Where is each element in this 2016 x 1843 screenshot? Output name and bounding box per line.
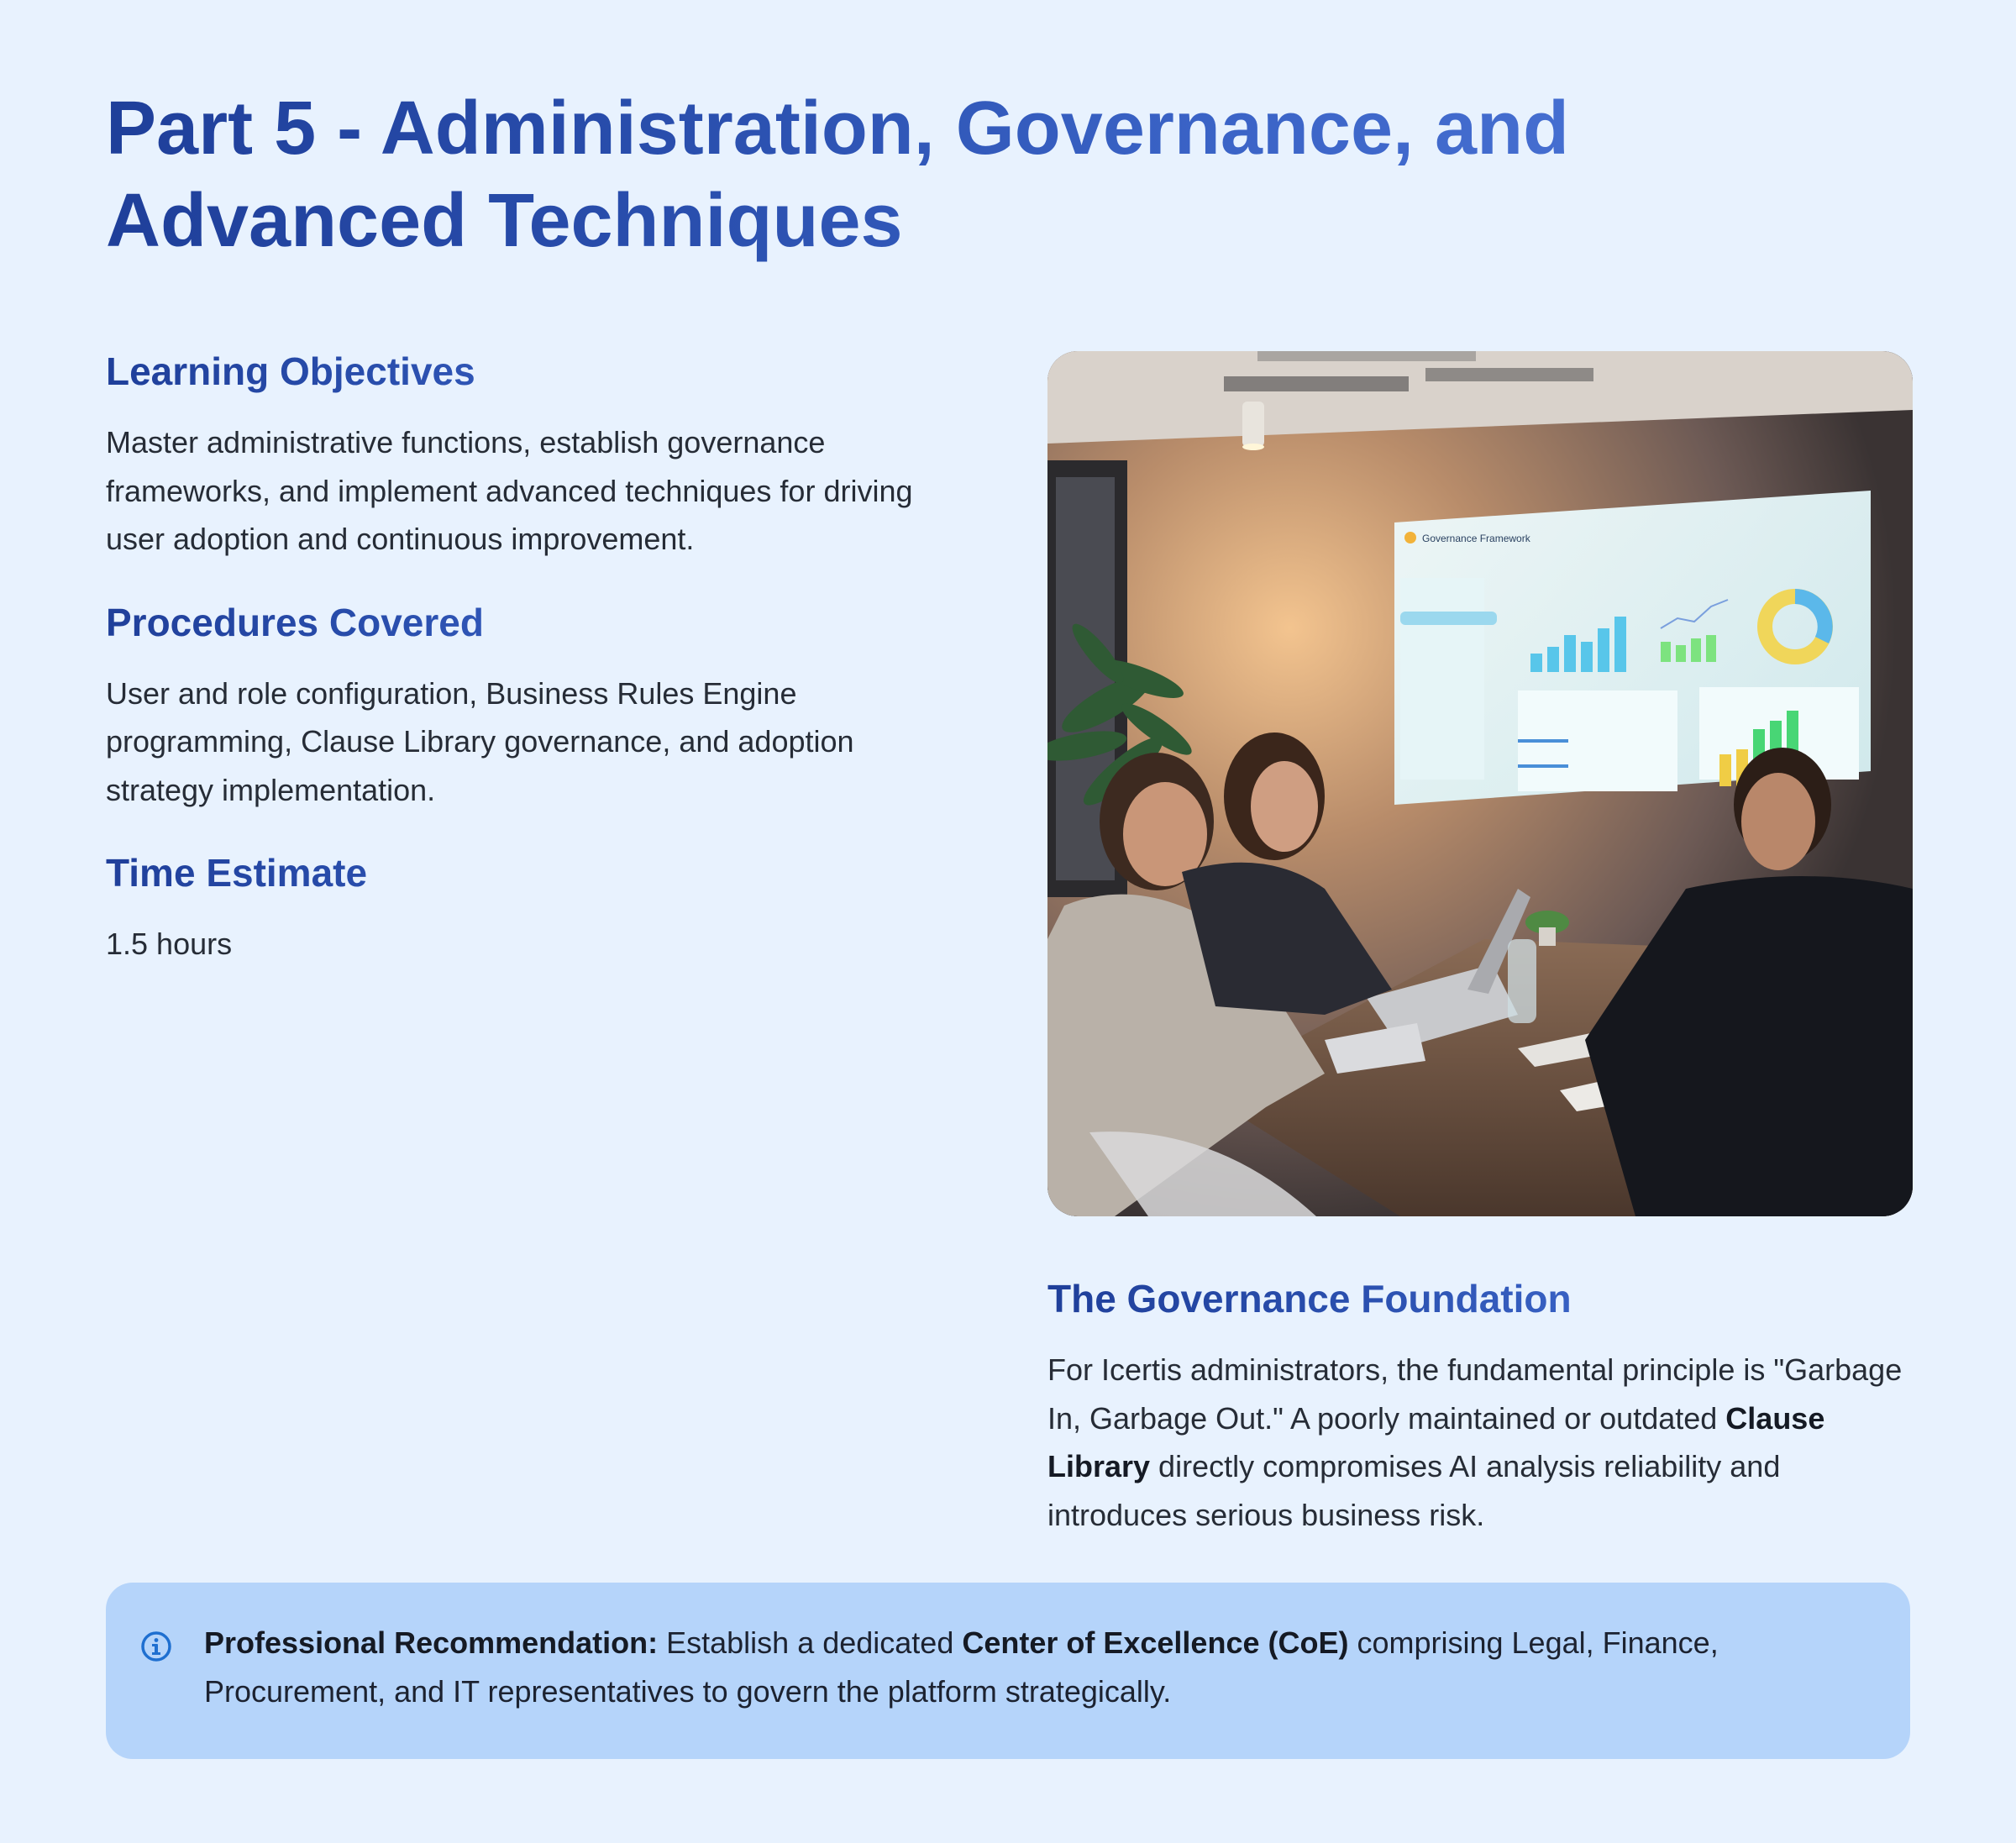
governance-text-part-2: directly compromises AI analysis reliability and introduces serious business risk. <box>1047 1449 1781 1532</box>
learning-objectives-heading: Learning Objectives <box>106 343 946 400</box>
right-column <box>1047 351 1913 1539</box>
screen-title: Governance Framework <box>1422 533 1530 544</box>
page-title-line-2: Advanced Techniques <box>106 179 903 263</box>
left-column <box>106 343 946 999</box>
meeting-room-illustration <box>1047 351 1913 1216</box>
procedures-covered-text: User and role configuration, Business Rules Engine programming, Clause Library governance, and adoption strategy implementation. <box>106 675 854 807</box>
recommendation-text-part-1: Establish a dedicated <box>658 1625 963 1660</box>
page-title <box>106 82 1786 267</box>
time-estimate-text: 1.5 hours <box>106 927 233 961</box>
recommendation-callout <box>106 1583 1910 1759</box>
clause-library-term: Clause Library <box>1047 1400 1825 1483</box>
procedures-covered-section <box>106 594 946 815</box>
recommendation-text-part-2: comprising Legal, Finance, Procurement, and IT representatives to govern the platform strategically. <box>204 1625 1719 1709</box>
time-estimate-section <box>106 844 946 969</box>
recommendation-text <box>204 1619 1851 1715</box>
procedures-covered-heading: Procedures Covered <box>106 594 946 651</box>
coe-term: Center of Excellence (CoE) <box>962 1625 1349 1660</box>
page-title-line-1: Part 5 - Administration, Governance, and <box>106 87 1570 171</box>
governance-foundation-text <box>1047 1346 1913 1539</box>
learning-objectives-text: Master administrative functions, establish governance frameworks, and implement advanced techniques for driving user adoption and continuous improvement. <box>106 425 913 556</box>
governance-text-part-1: For Icertis administrators, the fundamental principle is "Garbage In, Garbage Out." A poorly maintained or outdated <box>1047 1352 1903 1436</box>
time-estimate-heading: Time Estimate <box>106 844 946 901</box>
info-icon <box>139 1630 173 1663</box>
meeting-room-photo <box>1047 351 1913 1216</box>
governance-foundation-heading: The Governance Foundation <box>1047 1270 1913 1327</box>
learning-objectives-section <box>106 343 946 564</box>
recommendation-label: Professional Recommendation: <box>204 1625 659 1660</box>
